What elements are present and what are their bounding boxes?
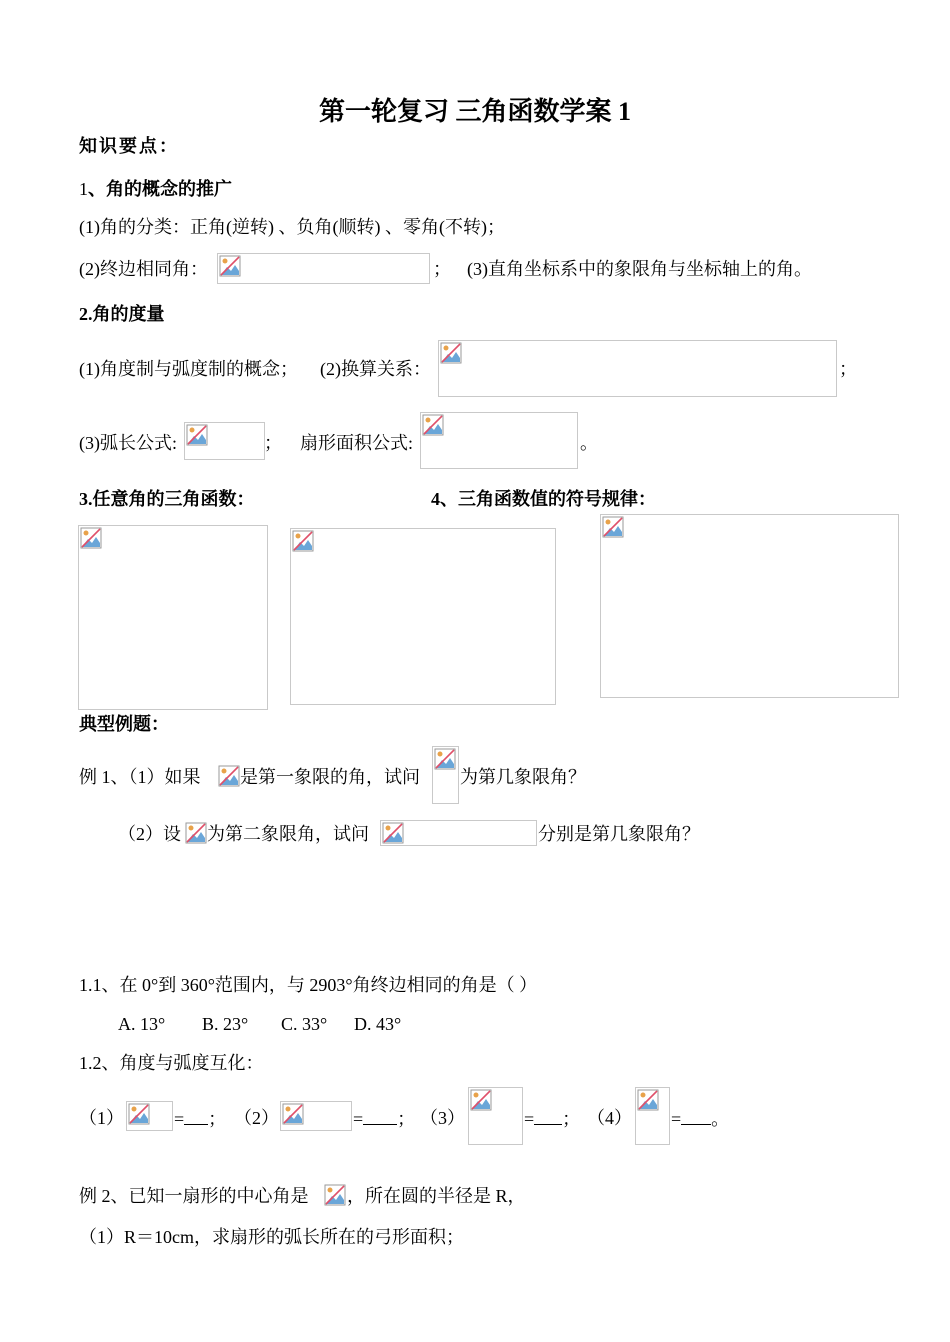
q11-text: 1.1、在 0°到 360°范围内，与 2903°角终边相同的角是（ ） (79, 975, 538, 995)
knowledge-heading: 知识要点： (79, 136, 179, 156)
q11-option-c: C. 33° (281, 1014, 328, 1034)
ex2-line1b: ，所在圆的半径是 R， (347, 1186, 526, 1206)
image-placeholder-icon (80, 527, 102, 549)
image-placeholder-icon (219, 255, 241, 277)
equals-sign: = (174, 1109, 185, 1129)
image-placeholder-icon (602, 516, 624, 538)
section4-heading: 4、三角函数值的符号规律： (431, 489, 656, 509)
formula-image-sector-area (420, 412, 578, 469)
figure-image-trig-formulas (290, 528, 556, 705)
image-placeholder-icon (470, 1089, 492, 1111)
image-placeholder-icon (422, 414, 444, 436)
q12-part2-label: （2） (234, 1108, 279, 1128)
separator: ； (397, 1109, 416, 1129)
section1-line2b: (3)直角坐标系中的象限角与坐标轴上的角。 (467, 259, 812, 279)
q12-part1-label: （1） (79, 1108, 124, 1128)
equals-sign: = (524, 1109, 535, 1129)
image-placeholder-icon (637, 1089, 659, 1111)
equals-sign: = (353, 1109, 364, 1129)
page-title: 第一轮复习 三角函数学案 1 (318, 97, 631, 126)
image-placeholder-icon (292, 530, 314, 552)
end-mark: 。 (711, 1109, 730, 1129)
formula-image-coterminal (217, 253, 430, 284)
section1-line2a: (2)终边相同角： (79, 259, 208, 279)
formula-image-arc-length (184, 422, 265, 460)
q12-part1-answer (174, 1106, 226, 1131)
section2-heading: 2.角的度量 (79, 304, 165, 324)
ex2-line1a: 例 2、已知一扇形的中心角是 (79, 1186, 309, 1206)
answer-blank[interactable] (681, 1106, 711, 1125)
ex1-line2c: 分别是第几象限角？ (538, 824, 700, 844)
formula-image-q12-2 (280, 1101, 352, 1131)
section2-line2-end: 。 (580, 433, 598, 453)
ex1-line1a: 例 1、（1）如果 (79, 767, 201, 787)
ex2-line2: （1）R＝10cm，求扇形的弧长所在的弓形面积； (79, 1227, 464, 1247)
image-placeholder-icon (324, 1184, 346, 1206)
formula-image-half-alpha (432, 746, 459, 804)
section2-line1b: (2)换算关系： (320, 359, 431, 379)
q11-option-d: D. 43° (354, 1014, 402, 1034)
separator: ； (562, 1109, 581, 1129)
q12-part3-answer (524, 1106, 580, 1131)
ex1-line2a: （2）设 (118, 824, 181, 844)
ex1-line1b: 是第一象限的角，试问 (240, 767, 420, 787)
answer-blank[interactable] (363, 1106, 397, 1125)
figure-image-sign-rules (600, 514, 899, 698)
section1-heading (79, 177, 232, 201)
answer-blank[interactable] (184, 1106, 208, 1125)
q12-text: 1.2、角度与弧度互化： (79, 1053, 264, 1073)
section2-line2-sep: ； (264, 433, 282, 453)
image-placeholder-icon (185, 822, 207, 844)
formula-image-q12-1 (126, 1101, 173, 1131)
answer-blank[interactable] (534, 1106, 562, 1125)
q12-part4-answer (671, 1106, 729, 1131)
section2-line1-end: ； (839, 359, 857, 379)
image-placeholder-icon (128, 1103, 150, 1125)
section3-heading: 3.任意角的三角函数： (79, 489, 255, 509)
formula-image-alpha-2 (185, 822, 207, 844)
section1-title: 、角的概念的推广 (88, 179, 232, 199)
image-placeholder-icon (186, 424, 208, 446)
ex1-line1c: 为第几象限角？ (460, 767, 586, 787)
formula-image-alpha-multiples (380, 820, 537, 846)
q11-option-b: B. 23° (202, 1014, 249, 1034)
image-placeholder-icon (440, 342, 462, 364)
section2-line2b: 扇形面积公式: (300, 433, 414, 453)
formula-image-conversion (438, 340, 837, 397)
equals-sign: = (671, 1109, 682, 1129)
separator: ； (208, 1109, 227, 1129)
image-placeholder-icon (382, 822, 404, 844)
figure-image-trig-definition (78, 525, 268, 710)
formula-image-q12-4 (635, 1087, 670, 1145)
formula-image-alpha (218, 765, 240, 787)
section1-number: 1 (79, 179, 88, 199)
q12-part2-answer (353, 1106, 415, 1131)
formula-image-central-angle (324, 1184, 346, 1206)
ex1-line2b: 为第二象限角，试问 (207, 824, 369, 844)
formula-image-q12-3 (468, 1087, 523, 1145)
image-placeholder-icon (434, 748, 456, 770)
section2-line2a: (3)弧长公式: (79, 433, 177, 453)
q12-part3-label: （3） (420, 1108, 465, 1128)
image-placeholder-icon (282, 1103, 304, 1125)
examples-heading: 典型例题： (79, 714, 169, 734)
section1-line2-sep: ； (433, 259, 451, 279)
section2-line1a: (1)角度制与弧度制的概念； (79, 359, 298, 379)
q12-part4-label: （4） (587, 1108, 632, 1128)
q11-option-a: A. 13° (118, 1014, 166, 1034)
section1-line1: (1)角的分类：正角(逆转) 、负角(顺转) 、零角(不转)； (79, 217, 505, 237)
image-placeholder-icon (218, 765, 240, 787)
